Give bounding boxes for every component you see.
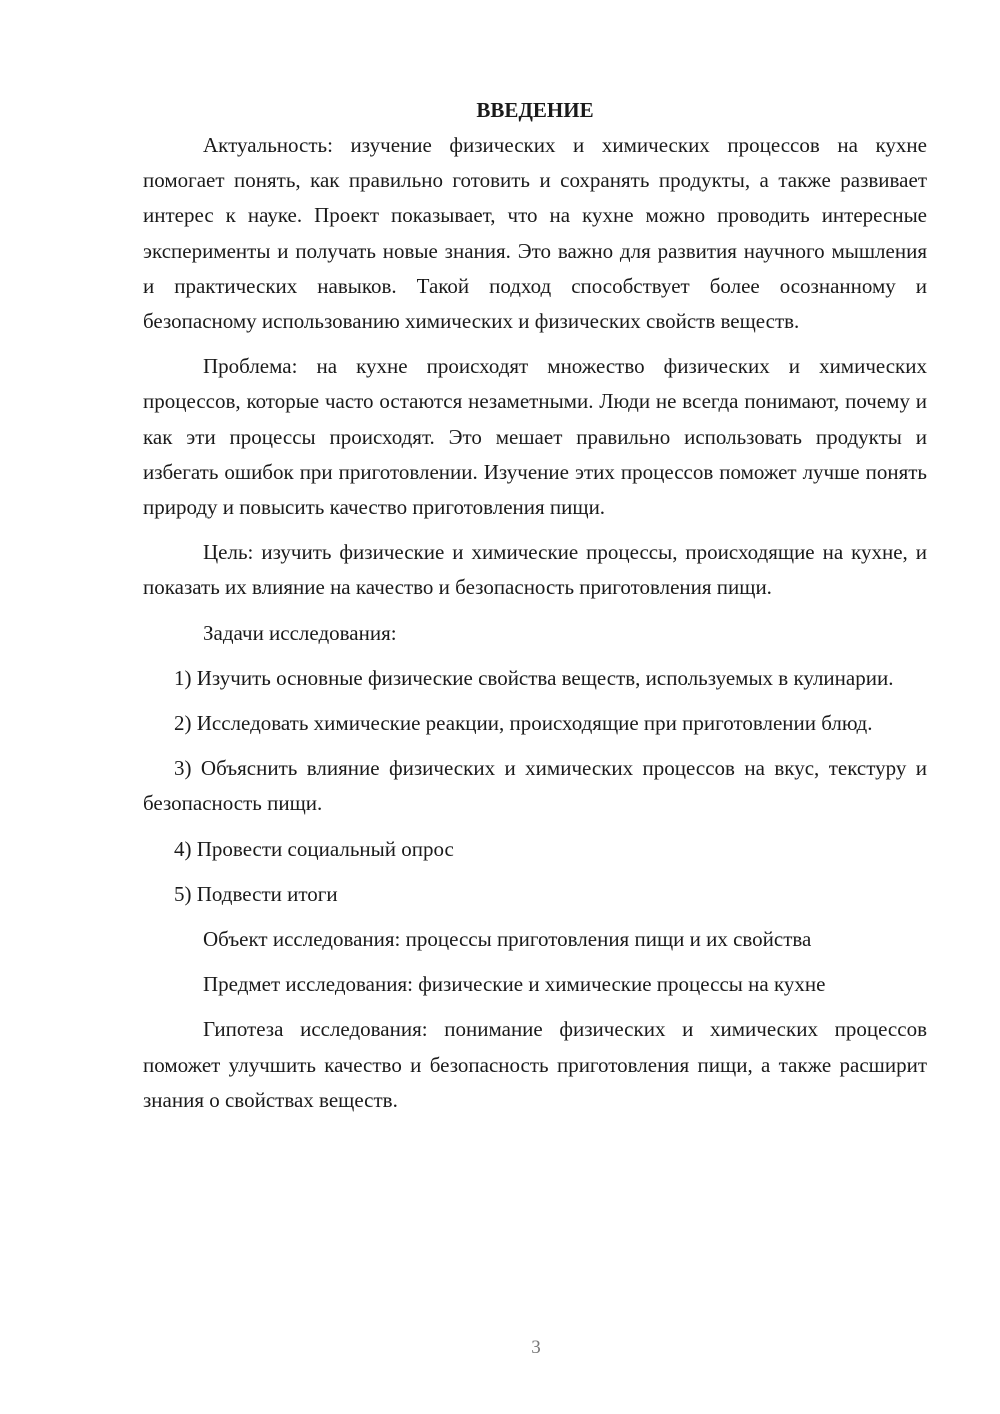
paragraph-goal: Цель: изучить физические и химические процессы, происходящие на кухне, и показать их влияние на качество и безопасность приготовления пищи. (143, 540, 927, 600)
section-title: ВВЕДЕНИЕ (476, 98, 594, 122)
paragraph-hypothesis: Гипотеза исследования: понимание физических и химических процессов поможет улучшить качество и безопасность приготовления пищи, а также расширит знания о свойствах веществ. (143, 1017, 927, 1112)
task-item-2: 2) Исследовать химические реакции, происходящие при приготовлении блюд. (174, 711, 873, 736)
page-number: 3 (531, 1337, 541, 1358)
paragraph-tasks-heading: Задачи исследования: (203, 620, 397, 645)
task-item-4: 4) Провести социальный опрос (174, 836, 454, 861)
paragraph-object: Объект исследования: процессы приготовления пищи и их свойства (203, 927, 812, 952)
paragraph-relevance: Актуальность: изучение физических и химических процессов на кухне помогает понять, как правильно готовить и сохранять продукты, а также развивает интерес к науке. Проект показывает, что на кухне можно проводить интересные эксперименты и получать новые знания. Это важно для развития научного мышления и практических навыков. Такой подход способствует более осознанному и безопасному использованию химических и физических свойств веществ. (143, 133, 927, 334)
paragraph-problem: Проблема: на кухне происходят множество физических и химических процессов, которые часто остаются незаметными. Люди не всегда понимают, почему и как эти процессы происходят. Это мешает правильно использовать продукты и избегать ошибок при приготовлении. Изучение этих процессов поможет лучше понять природу и повысить качество приготовления пищи. (143, 354, 927, 520)
task-item-1: 1) Изучить основные физические свойства веществ, используемых в кулинарии. (174, 665, 894, 690)
task-item-5: 5) Подвести итоги (174, 881, 338, 906)
document-body (143, 93, 927, 1118)
task-item-3: 3) Объяснить влияние физических и химических процессов на вкус, текстуру и безопасность пищи. (143, 756, 927, 816)
paragraph-subject: Предмет исследования: физические и химические процессы на кухне (203, 972, 826, 997)
